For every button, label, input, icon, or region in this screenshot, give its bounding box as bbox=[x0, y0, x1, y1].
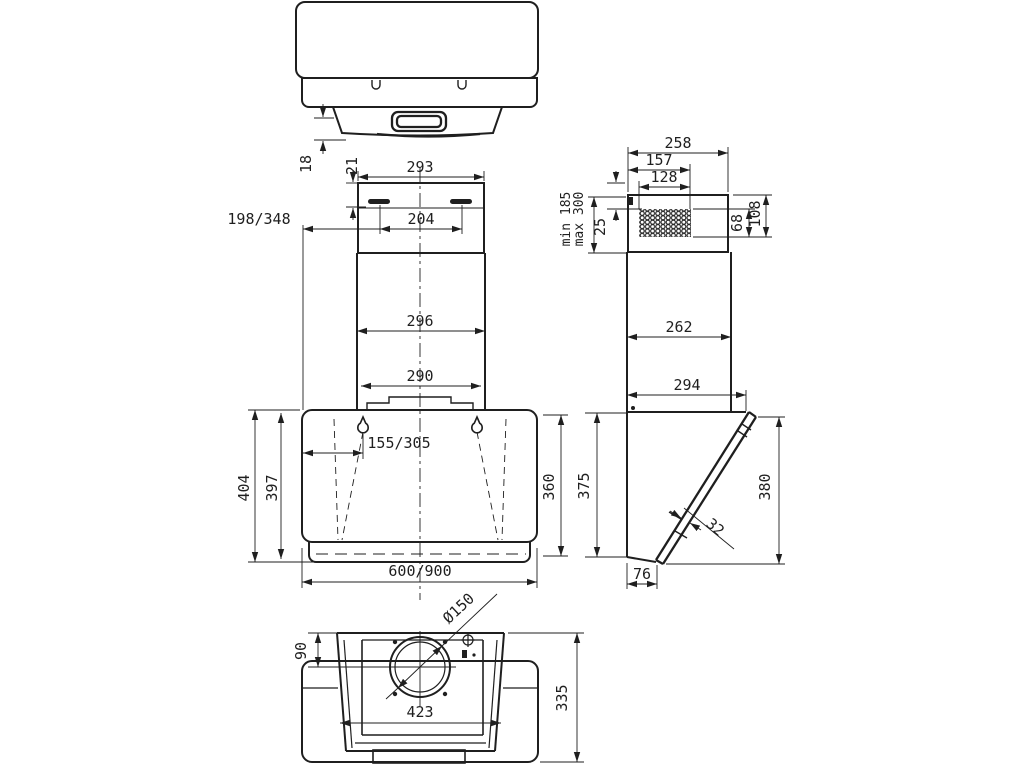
dim-label-vent-span: 157 bbox=[645, 151, 673, 169]
dim-label-back-height: 375 bbox=[575, 472, 593, 500]
dim-label-lower-depth: 294 bbox=[673, 376, 701, 394]
wall-hook bbox=[627, 197, 633, 205]
dim-label-total-height: 404 bbox=[235, 474, 253, 502]
dim-label-vent-height: 68 bbox=[728, 213, 746, 233]
dim-label-duct-center-offset: 90 bbox=[292, 641, 310, 661]
mount-slot-left bbox=[368, 199, 390, 204]
dim-label-vent-width: 128 bbox=[650, 168, 678, 186]
side-view-dimensions bbox=[559, 134, 785, 589]
dim-label-vent-top-gap: 25 bbox=[591, 217, 609, 237]
dim-label-glass-height: 397 bbox=[263, 474, 281, 502]
side-view bbox=[559, 134, 785, 589]
dim-label-upper-section-height: 108 bbox=[746, 200, 764, 228]
dim-label-slot-spacing: 204 bbox=[407, 210, 435, 228]
dim-label-chimney-mid-width: 296 bbox=[406, 312, 434, 330]
dim-label-slot-top-offset: 21 bbox=[343, 156, 361, 176]
top-view-dimensions bbox=[297, 104, 346, 173]
dim-label-chimney-max: max 300 bbox=[572, 191, 587, 247]
bottom-view bbox=[292, 589, 584, 763]
hood-bottom-band bbox=[309, 542, 530, 562]
dim-label-duct-diameter: Ø150 bbox=[439, 589, 478, 628]
dim-label-chimney-min: min 185 bbox=[559, 191, 574, 247]
hanger-hook-left bbox=[372, 80, 380, 89]
dim-label-base-depth: 76 bbox=[632, 565, 652, 583]
top-view bbox=[296, 2, 538, 176]
keyhole-right bbox=[472, 417, 482, 433]
bottom-view-dimensions bbox=[292, 589, 584, 762]
canopy-bottom-edge bbox=[627, 557, 656, 562]
dim-label-chimney-bottom-width: 290 bbox=[406, 367, 434, 385]
dim-label-glass-thickness: 32 bbox=[702, 514, 728, 540]
power-connection-symbol bbox=[461, 633, 476, 658]
dim-label-edge-to-slot: 198/348 bbox=[227, 210, 291, 228]
top-view-body-band bbox=[302, 78, 537, 107]
dim-label-top-depth: 258 bbox=[664, 134, 692, 152]
screw-dot bbox=[631, 406, 635, 410]
dim-label-body-height: 360 bbox=[540, 473, 558, 501]
duct-outlet bbox=[384, 631, 456, 706]
dim-label-inner-panel-width: 423 bbox=[406, 703, 434, 721]
dim-label-chimney-top-width: 293 bbox=[406, 158, 434, 176]
keyhole-left bbox=[358, 417, 368, 433]
top-view-glass-outline bbox=[296, 2, 538, 78]
dim-label-mid-depth: 262 bbox=[665, 318, 693, 336]
dim-label-glass-drop: 380 bbox=[756, 473, 774, 501]
vent-outlet-inner bbox=[397, 116, 441, 127]
glass-panel-side bbox=[656, 412, 756, 564]
hood-body-front bbox=[302, 410, 537, 542]
mount-slot-right bbox=[450, 199, 472, 204]
dim-label-total-depth: 335 bbox=[553, 684, 571, 712]
hanger-hook-right bbox=[458, 80, 466, 89]
dim-label-body-width: 600/900 bbox=[388, 562, 452, 580]
dim-label-edge-to-hook: 155/305 bbox=[367, 434, 431, 452]
recirculation-vent-grid bbox=[639, 209, 691, 237]
dim-label-front-lip: 18 bbox=[297, 154, 315, 174]
